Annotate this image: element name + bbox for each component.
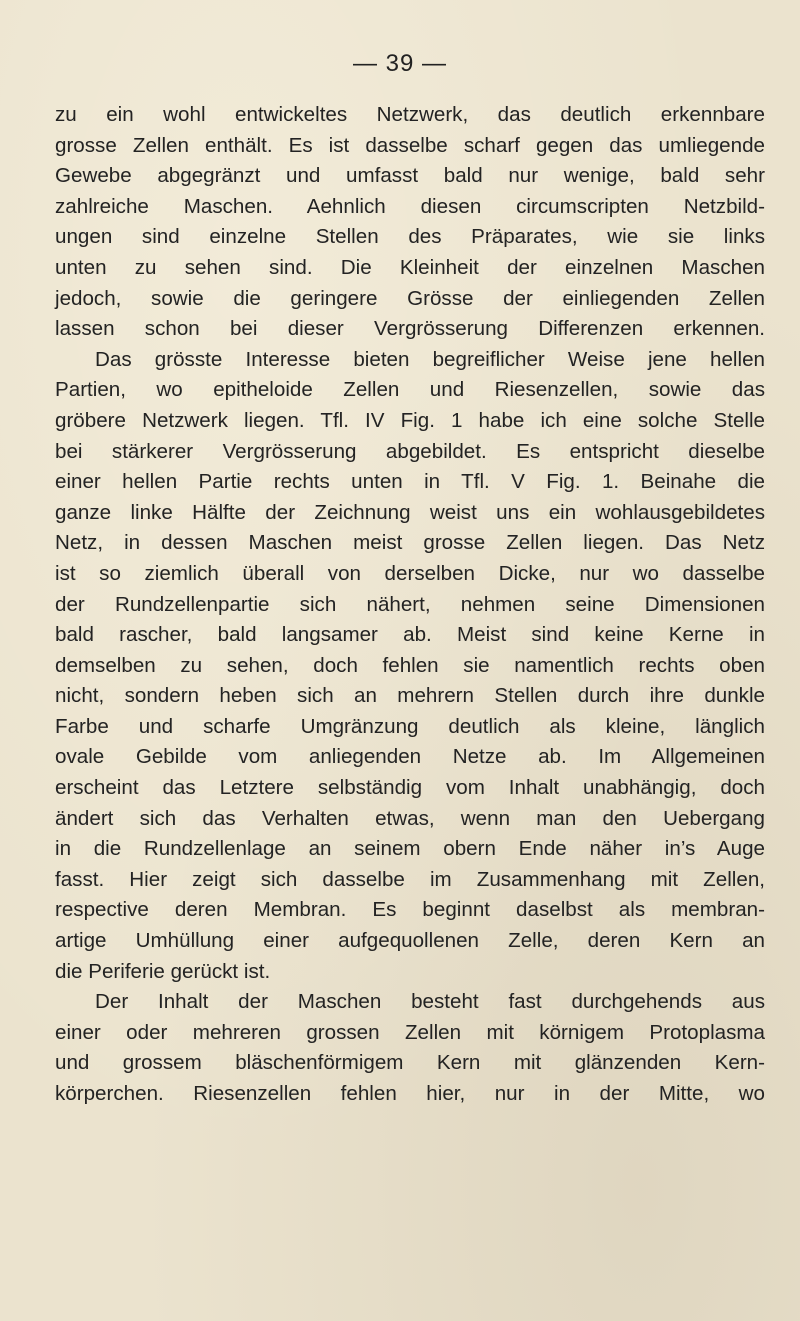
text-line: einer hellen Partie rechts unten in Tfl. V Fig. 1. Beinahe die <box>55 470 765 494</box>
text-line: Partien, wo epitheloide Zellen und Riesenzellen, sowie das <box>55 378 765 402</box>
text-line: jedoch, sowie die geringere Grösse der einliegenden Zellen <box>55 286 765 310</box>
text-line: lassen schon bei dieser Vergrösserung Differenzen erkennen. <box>55 317 765 341</box>
text-line: Das grösste Interesse bieten begreiflicher Weise jene hellen <box>95 347 765 371</box>
text-line: bei stärkerer Vergrösserung abgebildet. Es entspricht dieselbe <box>55 439 765 463</box>
text-line: bald rascher, bald langsamer ab. Meist sind keine Kerne in <box>55 623 765 647</box>
text-line: fasst. Hier zeigt sich dasselbe im Zusammenhang mit Zellen, <box>55 867 765 891</box>
text-line: erscheint das Letztere selbständig vom Inhalt unabhängig, doch <box>55 776 765 800</box>
text-line: Netz, in dessen Maschen meist grosse Zellen liegen. Das Netz <box>55 531 765 555</box>
text-line: die Periferie gerückt ist. <box>55 959 271 983</box>
text-line: ganze linke Hälfte der Zeichnung weist uns ein wohlausgebildetes <box>55 500 765 524</box>
text-line: und grossem bläschenförmigem Kern mit glänzenden Kern- <box>55 1051 765 1075</box>
page-number: — 39 — <box>352 50 448 77</box>
text-line: ovale Gebilde vom anliegenden Netze ab. Im Allgemeinen <box>55 745 765 769</box>
text-line: Gewebe abgegränzt und umfasst bald nur wenige, bald sehr <box>55 164 765 188</box>
text-line: artige Umhüllung einer aufgequollenen Zelle, deren Kern an <box>55 929 765 953</box>
text-line: in die Rundzellenlage an seinem obern Ende näher in’s Auge <box>55 837 765 861</box>
text-line: nicht, sondern heben sich an mehrern Stellen durch ihre dunkle <box>55 684 765 708</box>
text-line: respective deren Membran. Es beginnt daselbst als membran- <box>55 898 765 922</box>
text-line: ungen sind einzelne Stellen des Präparates, wie sie links <box>55 225 765 249</box>
text-line: ist so ziemlich überall von derselben Dicke, nur wo dasselbe <box>55 561 765 585</box>
text-line: Der Inhalt der Maschen besteht fast durchgehends aus <box>95 990 765 1014</box>
text-line: unten zu sehen sind. Die Kleinheit der einzelnen Maschen <box>55 255 765 279</box>
text-line: der Rundzellenpartie sich nähert, nehmen seine Dimensionen <box>55 592 765 616</box>
text-line: grosse Zellen enthält. Es ist dasselbe scharf gegen das umliegende <box>55 133 765 157</box>
text-line: gröbere Netzwerk liegen. Tfl. IV Fig. 1 habe ich eine solche Stelle <box>55 408 765 432</box>
text-line: einer oder mehreren grossen Zellen mit körnigem Protoplasma <box>55 1020 765 1044</box>
text-line: ändert sich das Verhalten etwas, wenn man den Uebergang <box>55 806 765 830</box>
text-line: zahlreiche Maschen. Aehnlich diesen circumscripten Netzbild- <box>55 194 765 218</box>
text-line: demselben zu sehen, doch fehlen sie namentlich rechts oben <box>55 653 765 677</box>
text-line: körperchen. Riesenzellen fehlen hier, nur in der Mitte, wo <box>55 1082 765 1105</box>
body-text <box>55 100 765 1110</box>
text-line: zu ein wohl entwickeltes Netzwerk, das deutlich erkennbare <box>55 103 765 126</box>
text-line: Farbe und scharfe Umgränzung deutlich als kleine, länglich <box>55 714 765 738</box>
